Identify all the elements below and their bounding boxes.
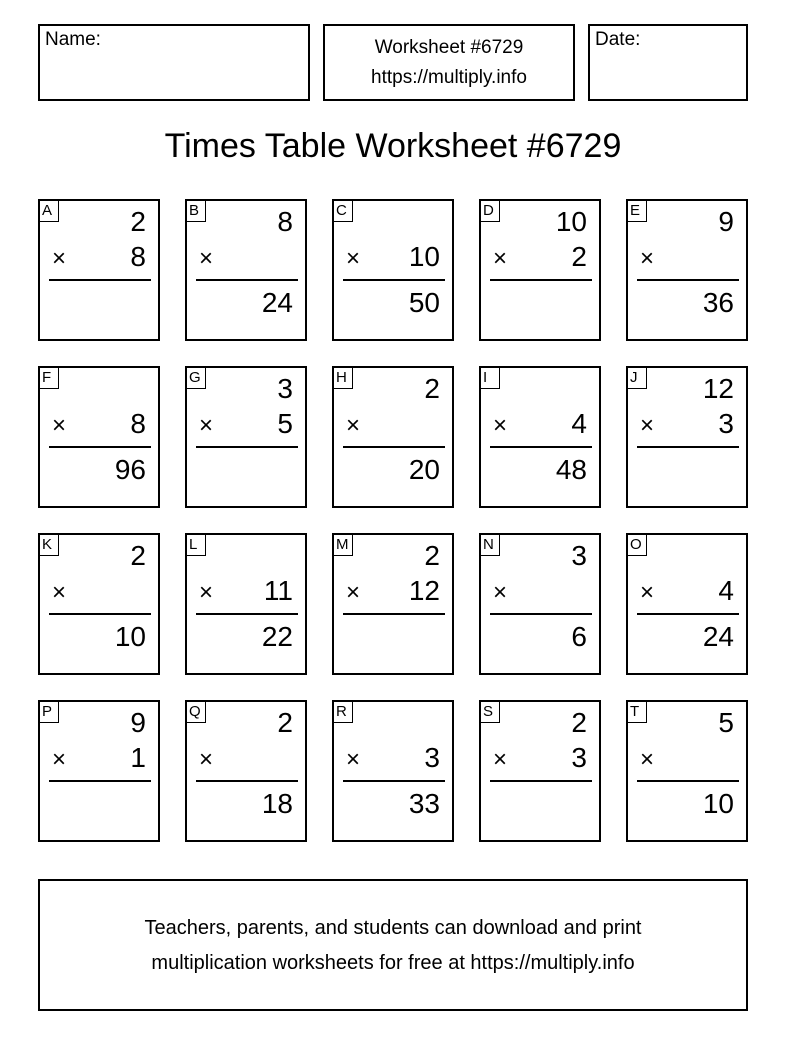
product: 18 (261, 788, 293, 819)
problem-card (185, 199, 307, 341)
answer-line (196, 780, 298, 782)
product: 33 (408, 788, 440, 819)
first-factor: 8 (277, 206, 293, 237)
problem-letter: J (627, 367, 647, 389)
problem-card (479, 366, 601, 508)
worksheet-info-box (323, 24, 575, 101)
times-sign: × (199, 746, 214, 773)
product: 50 (408, 287, 440, 318)
first-factor: 10 (555, 206, 587, 237)
times-sign: × (493, 746, 508, 773)
second-factor: 3 (718, 408, 734, 439)
name-label: Name: (45, 29, 101, 50)
first-factor: 9 (130, 707, 146, 738)
footer-line-2: multiplication worksheets for free at https://multiply.info (151, 952, 635, 974)
first-factor: 3 (571, 540, 587, 571)
problem-letter: S (480, 701, 500, 723)
product: 6 (571, 621, 587, 652)
problem-letter: B (186, 200, 206, 222)
times-sign: × (52, 412, 67, 439)
problem-card (626, 366, 748, 508)
problem-card (626, 199, 748, 341)
answer-line (637, 279, 739, 281)
second-factor: 2 (571, 241, 587, 272)
problem-card (479, 700, 601, 842)
product: 22 (261, 621, 293, 652)
times-sign: × (640, 245, 655, 272)
second-factor: 4 (571, 408, 587, 439)
problem-card (185, 533, 307, 675)
second-factor: 1 (130, 742, 146, 773)
problem-letter: N (480, 534, 500, 556)
times-sign: × (346, 412, 361, 439)
first-factor: 2 (571, 707, 587, 738)
problem-card (479, 199, 601, 341)
second-factor: 11 (263, 575, 293, 606)
problem-card (38, 533, 160, 675)
problem-card (38, 700, 160, 842)
answer-line (196, 446, 298, 448)
first-factor: 2 (424, 540, 440, 571)
answer-line (490, 780, 592, 782)
problem-letter: R (333, 701, 353, 723)
second-factor: 5 (277, 408, 293, 439)
problem-card (38, 199, 160, 341)
times-sign: × (52, 746, 67, 773)
second-factor: 3 (424, 742, 440, 773)
worksheet-number: Worksheet #6729 (374, 37, 524, 58)
second-factor: 10 (408, 241, 440, 272)
problem-card (332, 533, 454, 675)
product: 24 (702, 621, 734, 652)
problem-card (185, 700, 307, 842)
product: 20 (408, 454, 440, 485)
product: 24 (261, 287, 293, 318)
page-title: Times Table Worksheet #6729 (164, 127, 622, 165)
answer-line (49, 446, 151, 448)
answer-line (637, 780, 739, 782)
answer-line (49, 780, 151, 782)
problem-card (332, 700, 454, 842)
times-sign: × (199, 412, 214, 439)
problem-letter: D (480, 200, 500, 222)
answer-line (196, 613, 298, 615)
answer-line (343, 613, 445, 615)
times-sign: × (493, 579, 508, 606)
answer-line (637, 446, 739, 448)
problem-letter: I (480, 367, 500, 389)
times-sign: × (199, 579, 214, 606)
problem-letter: Q (186, 701, 206, 723)
product: 10 (702, 788, 734, 819)
answer-line (343, 446, 445, 448)
problem-letter: G (186, 367, 206, 389)
answer-line (49, 279, 151, 281)
times-sign: × (493, 412, 508, 439)
problem-card (38, 366, 160, 508)
times-sign: × (346, 245, 361, 272)
product: 10 (114, 621, 146, 652)
problem-card (332, 199, 454, 341)
problem-card (479, 533, 601, 675)
first-factor: 9 (718, 206, 734, 237)
product: 96 (114, 454, 146, 485)
problem-letter: E (627, 200, 647, 222)
second-factor: 12 (408, 575, 440, 606)
problem-card (332, 366, 454, 508)
problem-letter: C (333, 200, 353, 222)
first-factor: 3 (277, 373, 293, 404)
second-factor: 4 (718, 575, 734, 606)
answer-line (490, 279, 592, 281)
second-factor: 3 (571, 742, 587, 773)
problem-letter: A (39, 200, 59, 222)
problem-card (626, 700, 748, 842)
answer-line (490, 613, 592, 615)
first-factor: 2 (130, 540, 146, 571)
times-sign: × (52, 245, 67, 272)
product: 48 (555, 454, 587, 485)
problem-letter: M (333, 534, 353, 556)
times-sign: × (199, 245, 214, 272)
problem-card (626, 533, 748, 675)
first-factor: 2 (277, 707, 293, 738)
times-sign: × (52, 579, 67, 606)
problem-letter: O (627, 534, 647, 556)
answer-line (490, 446, 592, 448)
answer-line (637, 613, 739, 615)
second-factor: 8 (130, 408, 146, 439)
date-field[interactable] (588, 24, 748, 101)
first-factor: 5 (718, 707, 734, 738)
problem-letter: K (39, 534, 59, 556)
product: 36 (702, 287, 734, 318)
problem-letter: H (333, 367, 353, 389)
name-field[interactable] (38, 24, 310, 101)
problem-letter: L (186, 534, 206, 556)
site-url: https://multiply.info (371, 67, 527, 88)
times-sign: × (346, 579, 361, 606)
times-sign: × (640, 412, 655, 439)
answer-line (343, 780, 445, 782)
times-sign: × (493, 245, 508, 272)
first-factor: 12 (702, 373, 734, 404)
date-label: Date: (595, 29, 641, 50)
first-factor: 2 (424, 373, 440, 404)
problem-card (185, 366, 307, 508)
problem-letter: F (39, 367, 59, 389)
first-factor: 2 (130, 206, 146, 237)
answer-line (343, 279, 445, 281)
times-sign: × (640, 746, 655, 773)
times-sign: × (346, 746, 361, 773)
footer-line-1: Teachers, parents, and students can download and print (144, 917, 642, 939)
footer-box (38, 879, 748, 1011)
times-sign: × (640, 579, 655, 606)
second-factor: 8 (130, 241, 146, 272)
problem-letter: T (627, 701, 647, 723)
answer-line (196, 279, 298, 281)
problem-letter: P (39, 701, 59, 723)
answer-line (49, 613, 151, 615)
